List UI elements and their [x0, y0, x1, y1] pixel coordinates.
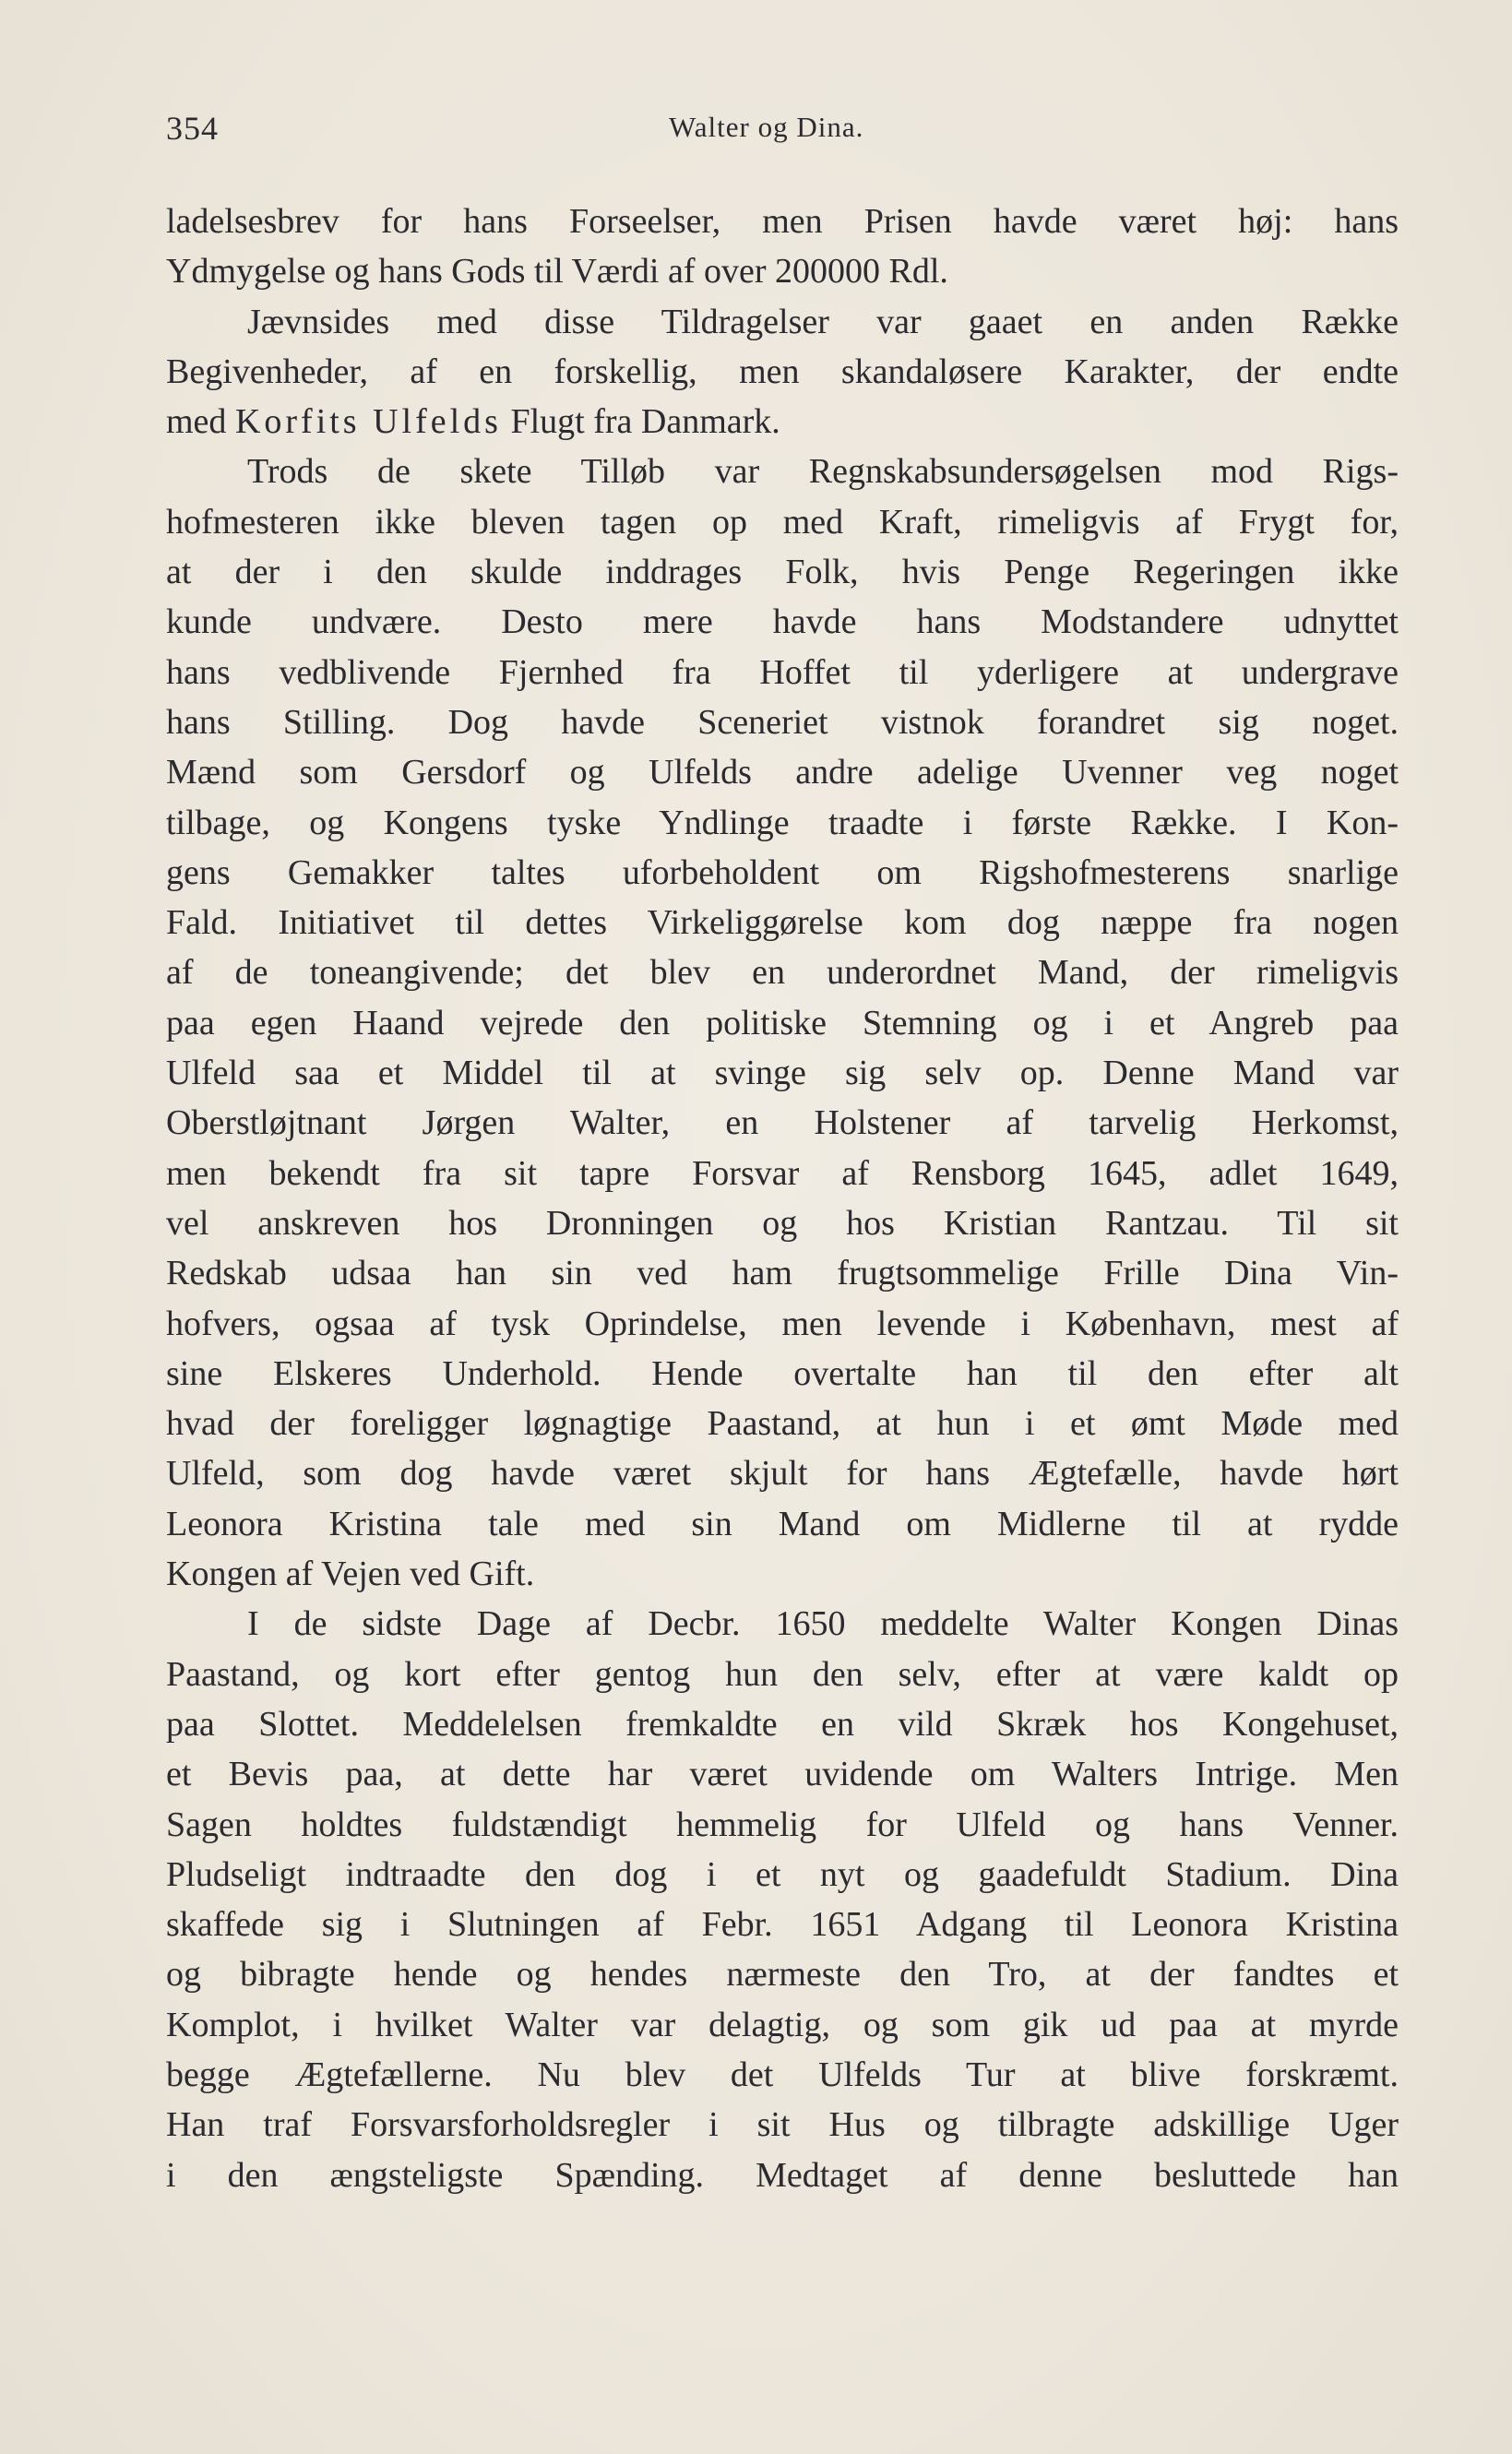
- text-line: Redskab udsaa han sin ved ham frugtsommelige Frille Dina Vin-: [166, 1254, 1399, 1293]
- running-title: Walter og Dina.: [669, 111, 864, 143]
- text-line: skaffede sig i Slutningen af Febr. 1651 Adgang til Leonora Kristina: [166, 1905, 1399, 1945]
- text-line: Mænd som Gersdorf og Ulfelds andre adelige Uvenner veg noget: [166, 753, 1399, 792]
- text-line: I de sidste Dage af Decbr. 1650 meddelte Walter Kongen Dinas: [247, 1604, 1399, 1644]
- text-line: Jævnsides med disse Tildragelser var gaaet en anden Række: [247, 302, 1399, 341]
- text-line: gens Gemakker taltes uforbeholdent om Rigshofmesterens snarlige: [166, 852, 1399, 892]
- text-line: Pludseligt indtraadte den dog i et nyt og gaadefuldt Stadium. Dina: [166, 1854, 1399, 1894]
- page-number: 354: [166, 110, 219, 147]
- text-line: Leonora Kristina tale med sin Mand om Midlerne til at rydde: [166, 1504, 1399, 1543]
- body-text: [166, 197, 1399, 2200]
- text-line: sine Elskeres Underhold. Hende overtalte han til den efter alt: [166, 1353, 1399, 1393]
- text-line: Trods de skete Tilløb var Regnskabsundersøgelsen mod Rigs-: [247, 452, 1399, 492]
- text-line: paa Slottet. Meddelelsen fremkaldte en vild Skræk hos Kongehuset,: [166, 1704, 1399, 1744]
- text-line: Fald. Initiativet til dettes Virkeliggørelse kom dog næppe fra nogen: [166, 903, 1399, 943]
- text-line: kunde undvære. Desto mere havde hans Modstandere udnyttet: [166, 602, 1399, 642]
- text-line: hofmesteren ikke bleven tagen op med Kraft, rimeligvis af Frygt for,: [166, 502, 1399, 542]
- text-fragment: med: [166, 402, 227, 442]
- text-line: og bibragte hende og hendes nærmeste den Tro, at der fandtes et: [166, 1955, 1399, 1995]
- text-line: Ydmygelse og hans Gods til Værdi af over 200000 Rdl.: [166, 252, 948, 292]
- text-line: begge Ægtefællerne. Nu blev det Ulfelds Tur at blive forskræmt.: [166, 2055, 1399, 2094]
- text-line: hans Stilling. Dog havde Sceneriet vistnok forandret sig noget.: [166, 702, 1399, 742]
- text-line: Begivenheder, af en forskellig, men skandaløsere Karakter, der endte: [166, 351, 1399, 391]
- text-line: Ulfeld, som dog havde været skjult for hans Ægtefælle, havde hørt: [166, 1454, 1399, 1494]
- text-line: i den ængsteligste Spænding. Medtaget af denne besluttede han: [166, 2155, 1399, 2195]
- text-line: Komplot, i hvilket Walter var delagtig, og som gik ud paa at myrde: [166, 2005, 1399, 2044]
- text-line: Sagen holdtes fuldstændigt hemmelig for Ulfeld og hans Venner.: [166, 1805, 1399, 1844]
- text-line: Han traf Forsvarsforholdsregler i sit Hus og tilbragte adskillige Uger: [166, 2105, 1399, 2145]
- text-line: af de toneangivende; det blev en underordnet Mand, der rimeligvis: [166, 953, 1399, 993]
- text-line: men bekendt fra sit tapre Forsvar af Rensborg 1645, adlet 1649,: [166, 1153, 1399, 1193]
- emphasized-name: Korfits Ulfelds: [234, 402, 502, 442]
- text-line: paa egen Haand vejrede den politiske Stemning og i et Angreb paa: [166, 1003, 1399, 1042]
- text-line: Kongen af Vejen ved Gift.: [166, 1555, 535, 1594]
- text-line: [166, 397, 1399, 447]
- text-line: tilbage, og Kongens tyske Yndlinge traadte i første Række. I Kon-: [166, 803, 1399, 842]
- text-line: Oberstløjtnant Jørgen Walter, en Holstener af tarvelig Herkomst,: [166, 1103, 1399, 1143]
- text-line: at der i den skulde inddrages Folk, hvis Penge Regeringen ikke: [166, 553, 1399, 592]
- text-line: vel anskreven hos Dronningen og hos Kristian Rantzau. Til sit: [166, 1203, 1399, 1243]
- text-fragment: Flugt fra Danmark.: [510, 402, 780, 442]
- text-line: et Bevis paa, at dette har været uvidende om Walters Intrige. Men: [166, 1755, 1399, 1794]
- text-line: hvad der foreligger løgnagtige Paastand, at hun i et ømt Møde med: [166, 1404, 1399, 1444]
- text-line: hans vedblivende Fjernhed fra Hoffet til yderligere at undergrave: [166, 652, 1399, 692]
- text-line: Ulfeld saa et Middel til at svinge sig selv op. Denne Mand var: [166, 1054, 1399, 1093]
- running-head: [166, 109, 1399, 155]
- text-line: Paastand, og kort efter gentog hun den selv, efter at være kaldt op: [166, 1654, 1399, 1694]
- text-line: hofvers, ogsaa af tysk Oprindelse, men levende i København, mest af: [166, 1304, 1399, 1343]
- text-line: ladelsesbrev for hans Forseelser, men Prisen havde været høj: hans: [166, 202, 1399, 241]
